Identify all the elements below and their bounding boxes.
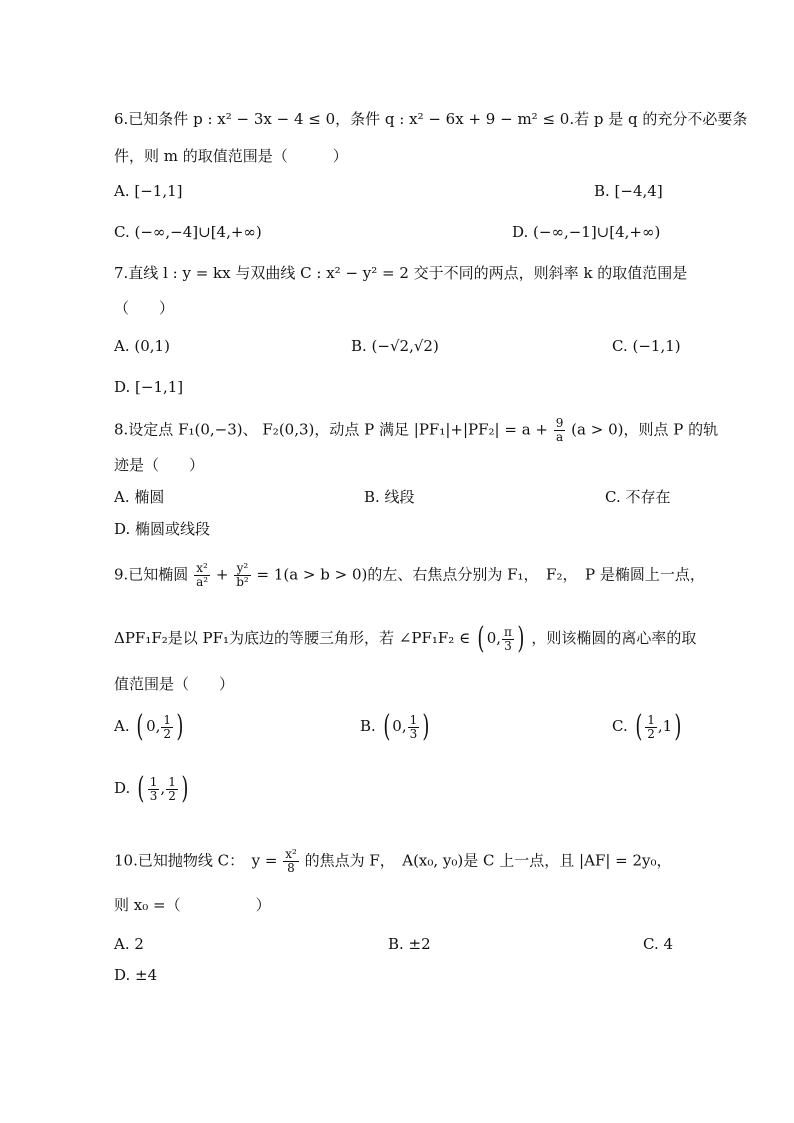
q9-option-c [612, 709, 684, 744]
q9-stem-line2 [114, 621, 697, 656]
q9-option-b-frac [408, 714, 420, 741]
q6-stem-line2: 件，则 m 的取值范围是（ ） [114, 147, 348, 165]
q9-fraction-x-num: x² [194, 562, 210, 576]
q9-stem-line3: 值范围是（ ） [114, 675, 235, 693]
q9-fraction-y [234, 562, 251, 589]
q10-option-a: A. 2 [114, 935, 144, 953]
q7-option-b: B. (−√2,√2) [351, 337, 439, 355]
q9-option-a-pre: 0, [146, 717, 161, 735]
q10-stem-line1 [114, 848, 672, 875]
q9-option-a-den: 2 [163, 726, 172, 741]
q8-stem-line1 [114, 417, 718, 444]
q9-fraction-y-den: b² [236, 575, 249, 589]
q9-option-c-post: ,1 [657, 717, 673, 735]
q9-pi-num: π [504, 624, 512, 639]
q9-option-a-label: A. [114, 717, 130, 735]
right-paren-icon: ) [422, 709, 430, 744]
q7-option-c: C. (−1,1) [612, 337, 681, 355]
q10-fraction [283, 848, 299, 875]
q7-option-d: D. [−1,1] [114, 378, 184, 396]
q9-plus-sign: + [215, 565, 229, 584]
q9-stem-part2: = 1(a > b > 0)的左、右焦点分别为 F₁， F₂， P 是椭圆上一点， [256, 565, 705, 584]
q10-option-b: B. ±2 [388, 935, 431, 953]
right-paren-icon: ) [517, 621, 525, 656]
q8-stem-part2: (a > 0)，则点 P 的轨 [571, 420, 719, 439]
q9-option-b-num: 1 [409, 712, 418, 727]
q8-fraction-numerator: 9 [555, 416, 564, 430]
q9-option-d-num2: 1 [168, 774, 176, 789]
q9-option-b-pre: 0, [392, 717, 407, 735]
q8-fraction-denominator: a [555, 430, 564, 444]
q10-stem-part1: 10.已知抛物线 C： y = [114, 851, 278, 870]
q10-option-c: C. 4 [643, 935, 674, 953]
q9-fraction-x [194, 562, 210, 589]
q9-stem-line1 [114, 562, 705, 589]
q10-fraction-num: x² [285, 847, 297, 861]
left-paren-icon: ( [137, 771, 145, 806]
q6-stem-line1: 6.已知条件 p : x² − 3x − 4 ≤ 0，条件 q : x² − 6x + 9 − m² ≤ 0.若 p 是 q 的充分不必要条 [114, 110, 748, 128]
q8-option-c: C. 不存在 [605, 488, 671, 506]
q9-option-a-frac [161, 714, 173, 741]
q9-option-c-frac [645, 714, 657, 741]
q7-stem-line2: （ ） [114, 299, 175, 317]
q8-option-d: D. 椭圆或线段 [114, 520, 211, 538]
q9-option-d-den1: 3 [149, 788, 158, 803]
q9-option-c-label: C. [612, 717, 628, 735]
right-paren-icon: ) [176, 709, 184, 744]
q9-pi-den: 3 [504, 638, 512, 653]
q9-option-b [360, 709, 432, 744]
q9-stem-part1: 9.已知椭圆 [114, 565, 189, 584]
q9-fraction-pi [502, 626, 514, 653]
q8-option-b: B. 线段 [364, 488, 415, 506]
q8-fraction [554, 417, 566, 444]
q9-fraction-x-den: a² [196, 575, 209, 589]
q7-option-a: A. (0,1) [114, 337, 170, 355]
q6-option-c: C. (−∞,−4]∪[4,+∞) [114, 223, 262, 241]
q6-option-a: A. [−1,1] [114, 182, 183, 200]
right-paren-icon: ) [181, 771, 189, 806]
q6-option-b: B. [−4,4] [594, 182, 663, 200]
q8-option-a: A. 椭圆 [114, 488, 165, 506]
q10-stem-part2: 的焦点为 F， A(x₀, y₀)是 C 上一点，且 |AF| = 2y₀， [304, 851, 672, 870]
q9-option-a-num: 1 [163, 712, 172, 727]
q8-stem-part1: 8.设定点 F₁(0,−3)、 F₂(0,3)，动点 P 满足 |PF₁|+|PF₂| = a + [114, 420, 548, 439]
q9-option-d-label: D. [114, 779, 131, 797]
q9-stem2-part1: ΔPF₁F₂是以 PF₁为底边的等腰三角形，若 ∠PF₁F₂ ∈ [114, 629, 471, 647]
q9-option-d-frac2 [166, 776, 178, 803]
q10-stem-line2: 则 x₀ =（ ） [114, 896, 271, 914]
left-paren-icon: ( [634, 709, 642, 744]
q9-option-d-frac1 [148, 776, 160, 803]
q9-option-b-label: B. [360, 717, 376, 735]
q9-option-d-num1: 1 [149, 774, 158, 789]
left-paren-icon: ( [382, 709, 390, 744]
q9-option-b-den: 3 [409, 726, 418, 741]
q9-option-c-den: 2 [647, 726, 655, 741]
q10-fraction-den: 8 [287, 861, 295, 875]
left-paren-icon: ( [477, 621, 485, 656]
q10-option-d: D. ±4 [114, 966, 158, 984]
q9-fraction-y-num: y² [234, 562, 251, 576]
q9-option-d: D. ( $\frac{1}{3}$ , $\frac{1}{2}$ ) [114, 771, 189, 806]
q9-option-c-num: 1 [647, 712, 655, 727]
q7-stem-line1: 7.直线 l : y = kx 与双曲线 C : x² − y² = 2 交于不同的两点，则斜率 k 的取值范围是 [114, 264, 688, 282]
q9-option-d-den2: 2 [168, 788, 176, 803]
q9-interval-zero: 0, [486, 629, 502, 647]
q6-option-d: D. (−∞,−1]∪[4,+∞) [512, 223, 661, 241]
q9-option-a [114, 709, 186, 744]
q9-stem2-part2: ，则该椭圆的离心率的取 [531, 629, 697, 647]
right-paren-icon: ) [674, 709, 682, 744]
q8-stem-line2: 迹是（ ） [114, 456, 205, 474]
left-paren-icon: ( [136, 709, 144, 744]
